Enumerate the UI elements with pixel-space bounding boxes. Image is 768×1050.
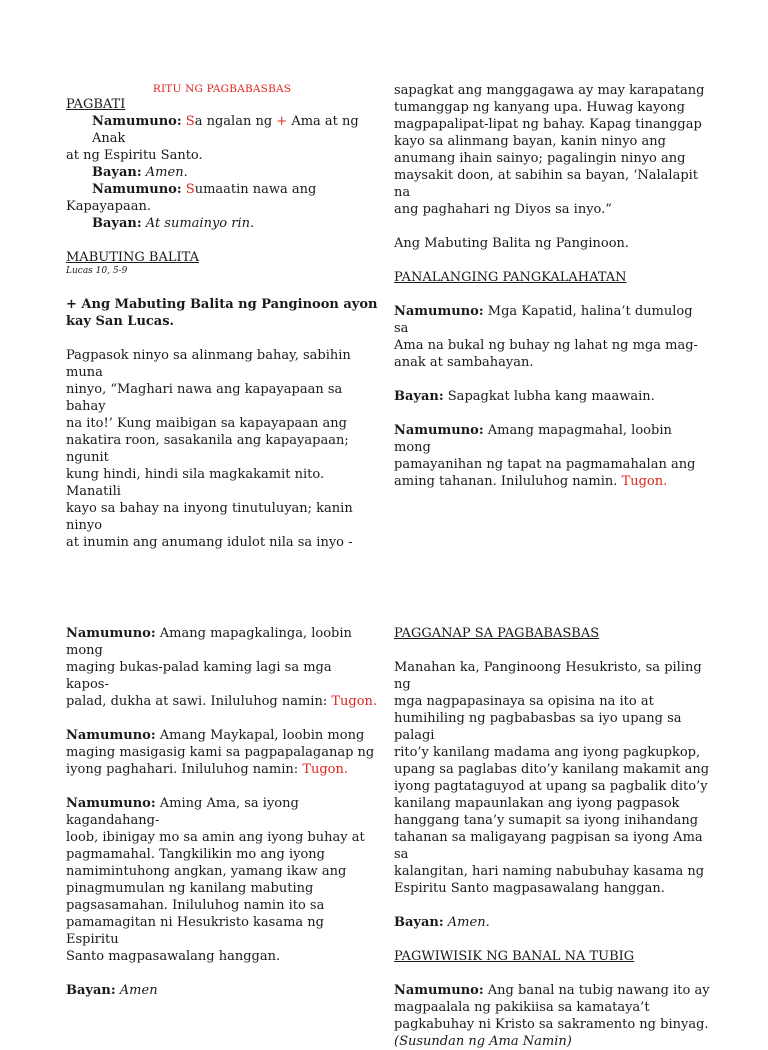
- gospel-closing: Ang Mabuting Balita ng Panginoon.: [394, 236, 630, 251]
- gospel-line: anumang ihain sainyo; pagalingin ninyo ang: [394, 151, 686, 166]
- speaker-label: Bayan:: [92, 216, 142, 231]
- blessing-line: kalangitan, hari naming nabubuhay kasama ng: [394, 864, 705, 879]
- prayer-line: Namumuno: Aming Ama, sa iyong kagandahang-: [66, 796, 299, 828]
- prayer-line: palad, dukha at sawi. Iniluluhog namin: Tugon.: [66, 694, 378, 709]
- greeting-line-1: Namumuno: Sa ngalan ng + Ama at ng Anak: [92, 114, 359, 146]
- gospel-line: na ito!’ Kung maibigan sa kapayapaan ang: [66, 416, 347, 431]
- tugon-rubric: Tugon.: [621, 474, 668, 489]
- prayer-line: Ama na bukal ng buhay ng lahat ng mga mag-: [394, 338, 698, 353]
- page1-left-column: [66, 82, 378, 551]
- speaker-label: Namumuno:: [394, 304, 484, 319]
- prayer-line: Namumuno: Mga Kapatid, halina’t dumulog sa: [394, 304, 693, 336]
- speaker-label: Bayan:: [92, 165, 142, 180]
- prayer-line: aming tahanan. Iniluluhog namin. Tugon.: [394, 474, 668, 489]
- sprinkling-line: magpaalala ng pakikiisa sa kamataya’t: [394, 1000, 650, 1015]
- page2-right-column: [394, 625, 714, 1050]
- tugon-rubric: Tugon.: [302, 762, 349, 777]
- greeting-line-2: Namumuno: Sumaatin nawa ang: [92, 182, 317, 197]
- rubric-initial: S: [185, 114, 195, 129]
- section-heading-mabuting-balita: MABUTING BALITA: [66, 250, 199, 265]
- prayer-line: pagmamahal. Tangkilikin mo ang iyong: [66, 847, 325, 862]
- blessing-line: Espiritu Santo magpasawalang hanggan.: [394, 881, 665, 896]
- prayer-line: iyong paghahari. Iniluluhog namin: Tugon.: [66, 762, 349, 777]
- tugon-rubric: Tugon.: [331, 694, 378, 709]
- prayer-line: loob, ibinigay mo sa amin ang iyong buhay at: [66, 830, 365, 845]
- response-line: Bayan: Amen: [66, 983, 158, 998]
- prayer-line: maging masigasig kami sa pagpapalaganap ng: [66, 745, 375, 760]
- blessing-line: mga nagpapasinaya sa opisina na ito at: [394, 694, 654, 709]
- response-line: Bayan: Amen.: [394, 915, 490, 930]
- section-heading-pagwiwisik: PAGWIWISIK NG BANAL NA TUBIG: [394, 949, 635, 964]
- prayer-line: maging bukas-palad kaming lagi sa mga kapos-: [66, 660, 332, 692]
- section-heading-pagbati: PAGBATI: [66, 97, 126, 112]
- prayer-line: Namumuno: Amang mapagkalinga, loobin mong: [66, 626, 352, 658]
- section-heading-pagganap: PAGGANAP SA PAGBABASBAS: [394, 626, 600, 641]
- gospel-announcement-1: + Ang Mabuting Balita ng Panginoon ayon: [66, 297, 378, 312]
- blessing-line: humihiling ng pagbabasbas sa iyo upang sa palagi: [394, 711, 682, 743]
- greeting-response-2: Bayan: At sumainyo rin.: [92, 216, 255, 231]
- greeting-line-2-cont: Kapayapaan.: [66, 199, 151, 214]
- document-title: RITU NG PAGBABASBAS: [152, 83, 292, 95]
- speaker-label: Bayan:: [66, 983, 116, 998]
- blessing-line: rito’y kanilang madama ang iyong pagkupkop,: [394, 745, 701, 760]
- sprinkling-line: Namumuno: Ang banal na tubig nawang ito ay: [394, 983, 710, 998]
- gospel-line: nakatira roon, sasakanila ang kapayapaan; ngunit: [66, 433, 349, 465]
- prayer-line: pinagmumulan ng kanilang mabuting: [66, 881, 314, 896]
- speaker-label: Namumuno:: [66, 796, 156, 811]
- gospel-line: kung hindi, hindi sila magkakamit nito. Manatili: [66, 467, 325, 499]
- page2-left-column: [66, 625, 378, 999]
- section-heading-panalangin: PANALANGING PANGKALAHATAN: [394, 270, 627, 285]
- speaker-label: Namumuno:: [66, 728, 156, 743]
- gospel-line: Pagpasok ninyo sa alinmang bahay, sabihin muna: [66, 348, 351, 380]
- greeting-response-1: Bayan: Amen.: [92, 165, 188, 180]
- page1-right-column: [394, 82, 706, 490]
- blessing-line: iyong pagtataguyod at upang sa pagbalik dito’y: [394, 779, 708, 794]
- prayer-line: pamayanihan ng tapat na pagmamahalan ang: [394, 457, 696, 472]
- speaker-label: Namumuno:: [92, 182, 182, 197]
- prayer-line: namimintuhong angkan, yamang ikaw ang: [66, 864, 347, 879]
- rubric-initial: S: [185, 182, 195, 197]
- prayer-line: anak at sambahayan.: [394, 355, 534, 370]
- gospel-line: kayo sa bahay na inyong tinutuluyan; kanin ninyo: [66, 501, 353, 533]
- scripture-reference: Lucas 10, 5-9: [66, 266, 128, 276]
- speaker-label: Namumuno:: [394, 423, 484, 438]
- gospel-line: kayo sa alinmang bayan, kanin ninyo ang: [394, 134, 666, 149]
- gospel-line: at inumin ang anumang idulot nila sa inyo -: [66, 535, 353, 550]
- prayer-line: pagsasamahan. Iniluluhog namin ito sa: [66, 898, 325, 913]
- speaker-label: Namumuno:: [66, 626, 156, 641]
- response-line: Bayan: Sapagkat lubha kang maawain.: [394, 389, 655, 404]
- speaker-label: Bayan:: [394, 915, 444, 930]
- gospel-line: maysakit doon, at sabihin sa bayan, ‘Nalalapit na: [394, 168, 699, 200]
- speaker-label: Namumuno:: [92, 114, 182, 129]
- gospel-line: ang paghahari ng Diyos sa inyo.”: [394, 202, 612, 217]
- sprinkling-line: pagkabuhay ni Kristo sa sakramento ng binyag.: [394, 1017, 709, 1032]
- gospel-line: sapagkat ang manggagawa ay may karapatang: [394, 83, 705, 98]
- gospel-announcement-2: kay San Lucas.: [66, 314, 175, 329]
- blessing-line: kanilang mapaunlakan ang iyong pagpasok: [394, 796, 680, 811]
- greeting-line-1-cont: at ng Espiritu Santo.: [66, 148, 203, 163]
- speaker-label: Namumuno:: [394, 983, 484, 998]
- cross-icon: +: [276, 114, 288, 129]
- blessing-line: tahanan sa maligayang pagpisan sa iyong Ama sa: [394, 830, 703, 862]
- blessing-line: Manahan ka, Panginoong Hesukristo, sa piling ng: [394, 660, 702, 692]
- prayer-line: pamamagitan ni Hesukristo kasama ng Espiritu: [66, 915, 324, 947]
- gospel-line: ninyo, “Maghari nawa ang kapayapaan sa bahay: [66, 382, 343, 414]
- prayer-line: Namumuno: Amang Maykapal, loobin mong: [66, 728, 365, 743]
- speaker-label: Bayan:: [394, 389, 444, 404]
- blessing-line: upang sa paglabas dito’y kanilang makamit ang: [394, 762, 710, 777]
- prayer-line: Santo magpasawalang hanggan.: [66, 949, 281, 964]
- blessing-line: hanggang tana’y sumapit sa iyong inihandang: [394, 813, 699, 828]
- gospel-line: tumanggap ng kanyang upa. Huwag kayong: [394, 100, 685, 115]
- gospel-line: magpapalipat-lipat ng bahay. Kapag tinanggap: [394, 117, 702, 132]
- rubric-note: (Susundan ng Ama Namin): [394, 1034, 572, 1049]
- prayer-line: Namumuno: Amang mapagmahal, loobin mong: [394, 423, 672, 455]
